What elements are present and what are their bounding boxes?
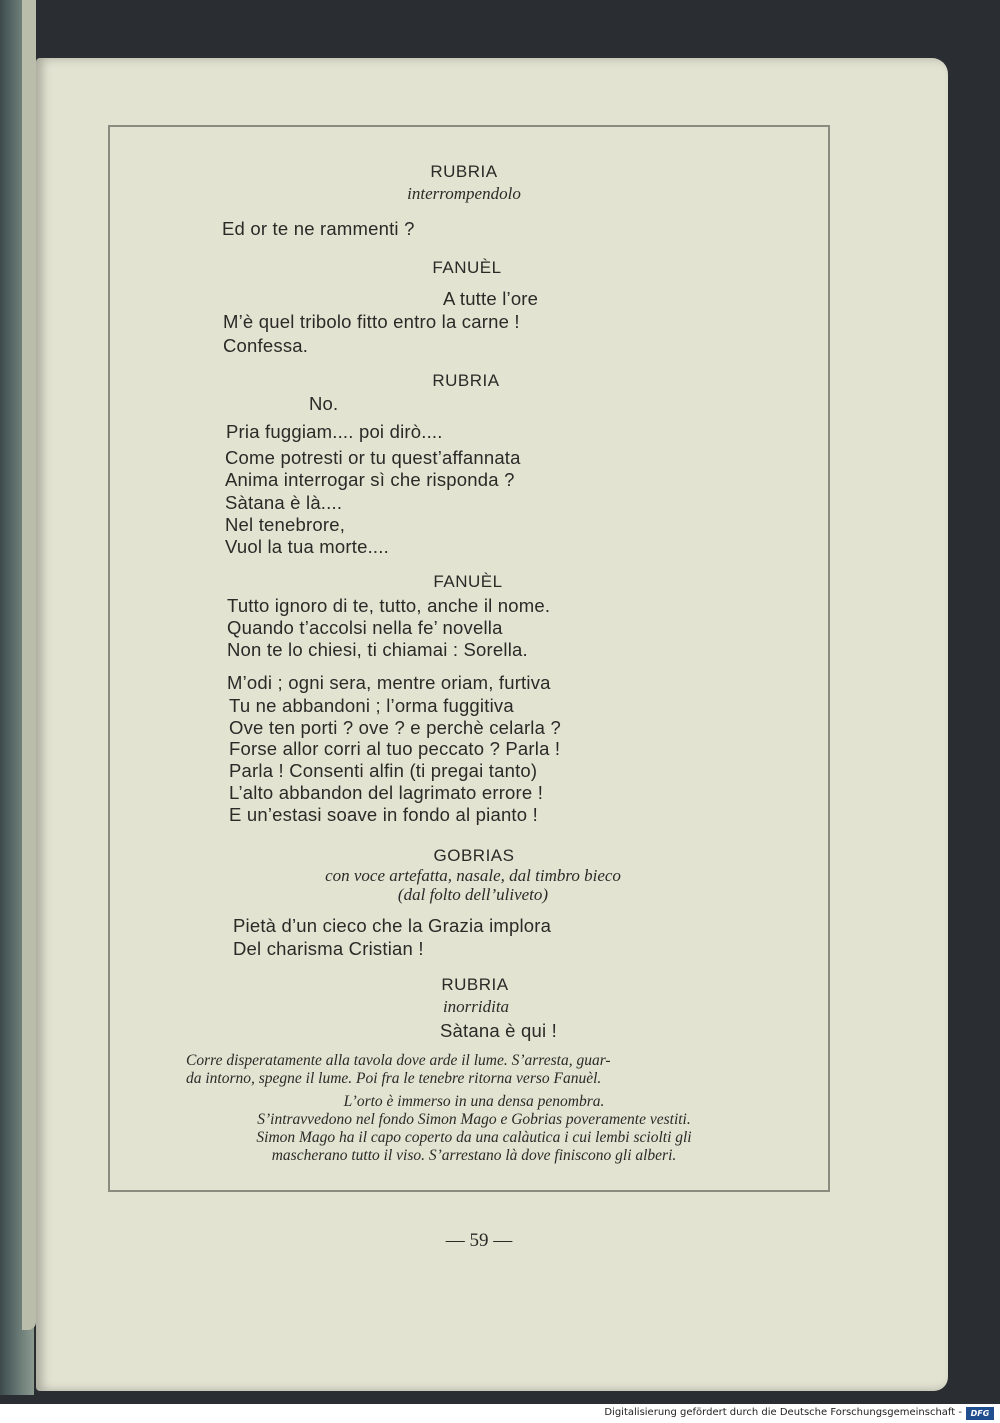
- verse-line: L’alto abbandon del lagrimato errore !: [229, 782, 544, 803]
- verse-line: Tu ne abbandoni ; l’orma fuggitiva: [229, 695, 514, 716]
- left-page-margin: [22, 0, 36, 1330]
- stage-direction: con voce artefatta, nasale, dal timbro bieco: [325, 866, 621, 885]
- verse-line: Vuol la tua morte....: [225, 536, 389, 557]
- speaker-name: RUBRIA: [441, 975, 509, 994]
- footer-credit: Digitalisierung gefördert durch die Deutsche Forschungsgemeinschaft -: [604, 1407, 962, 1418]
- speaker-name: GOBRIAS: [433, 846, 515, 865]
- verse-line: Sàtana è là....: [225, 492, 343, 513]
- verse-line: Come potresti or tu quest’affannata: [225, 447, 521, 468]
- stage-direction: (dal folto dell’uliveto): [397, 885, 549, 904]
- verse-line: Del charisma Cristian !: [233, 938, 424, 959]
- stage-direction: inorridita: [442, 997, 510, 1016]
- speaker-name: RUBRIA: [432, 371, 500, 390]
- stage-direction-line: mascherano tutto il viso. S’arrestano là dove finiscono gli alberi.: [271, 1147, 677, 1164]
- speaker-name: FANUÈL: [432, 258, 502, 277]
- verse-line: E un’estasi soave in fondo al pianto !: [229, 804, 538, 825]
- stage-direction-line: L’orto è immerso in una densa penombra.: [343, 1093, 605, 1110]
- verse-line: Quando t’accolsi nella fe’ novella: [227, 617, 503, 638]
- verse-line: Non te lo chiesi, ti chiamai : Sorella.: [227, 639, 528, 660]
- verse-line: Sàtana è qui !: [440, 1020, 557, 1041]
- verse-line: Pietà d’un cieco che la Grazia implora: [233, 915, 552, 936]
- stage-direction-line: da intorno, spegne il lume. Poi fra le tenebre ritorna verso Fanuèl.: [186, 1070, 602, 1087]
- verse-line: Anima interrogar sì che risponda ?: [225, 469, 515, 490]
- dfg-logo: DFG: [966, 1407, 994, 1420]
- digitization-footer: [0, 1404, 1000, 1423]
- verse-line: Forse allor corri al tuo peccato ? Parla !: [229, 738, 561, 759]
- verse-line: A tutte l’ore: [443, 288, 539, 309]
- speaker-name: FANUÈL: [433, 572, 503, 591]
- stage-direction-line: Corre disperatamente alla tavola dove arde il lume. S’arresta, guar-: [186, 1052, 611, 1069]
- stage-direction: interrompendolo: [407, 184, 521, 203]
- stage-direction-line: Simon Mago ha il capo coperto da una calàutica i cui lembi sciolti gli: [256, 1129, 692, 1146]
- verse-line: Ove ten porti ? ove ? e perchè celarla ?: [229, 717, 561, 738]
- stage-direction-line: S’intravvedono nel fondo Simon Mago e Gobrias poveramente vestiti.: [257, 1111, 691, 1128]
- verse-line: Nel tenebrore,: [225, 514, 346, 535]
- verse-line: Confessa.: [223, 335, 309, 356]
- page-number: — 59 —: [445, 1230, 513, 1251]
- speaker-name: RUBRIA: [430, 162, 498, 181]
- verse-line: Tutto ignoro di te, tutto, anche il nome.: [227, 595, 551, 616]
- verse-line: Pria fuggiam.... poi dirò....: [226, 421, 443, 442]
- book-page: [36, 58, 948, 1391]
- verse-line: M’odi ; ogni sera, mentre oriam, furtiva: [227, 672, 551, 693]
- verse-line: M’è quel tribolo fitto entro la carne !: [223, 311, 520, 332]
- verse-line: Parla ! Consenti alfin (ti pregai tanto): [229, 760, 538, 781]
- verse-line: No.: [309, 393, 339, 414]
- verse-line: Ed or te ne rammenti ?: [222, 218, 415, 239]
